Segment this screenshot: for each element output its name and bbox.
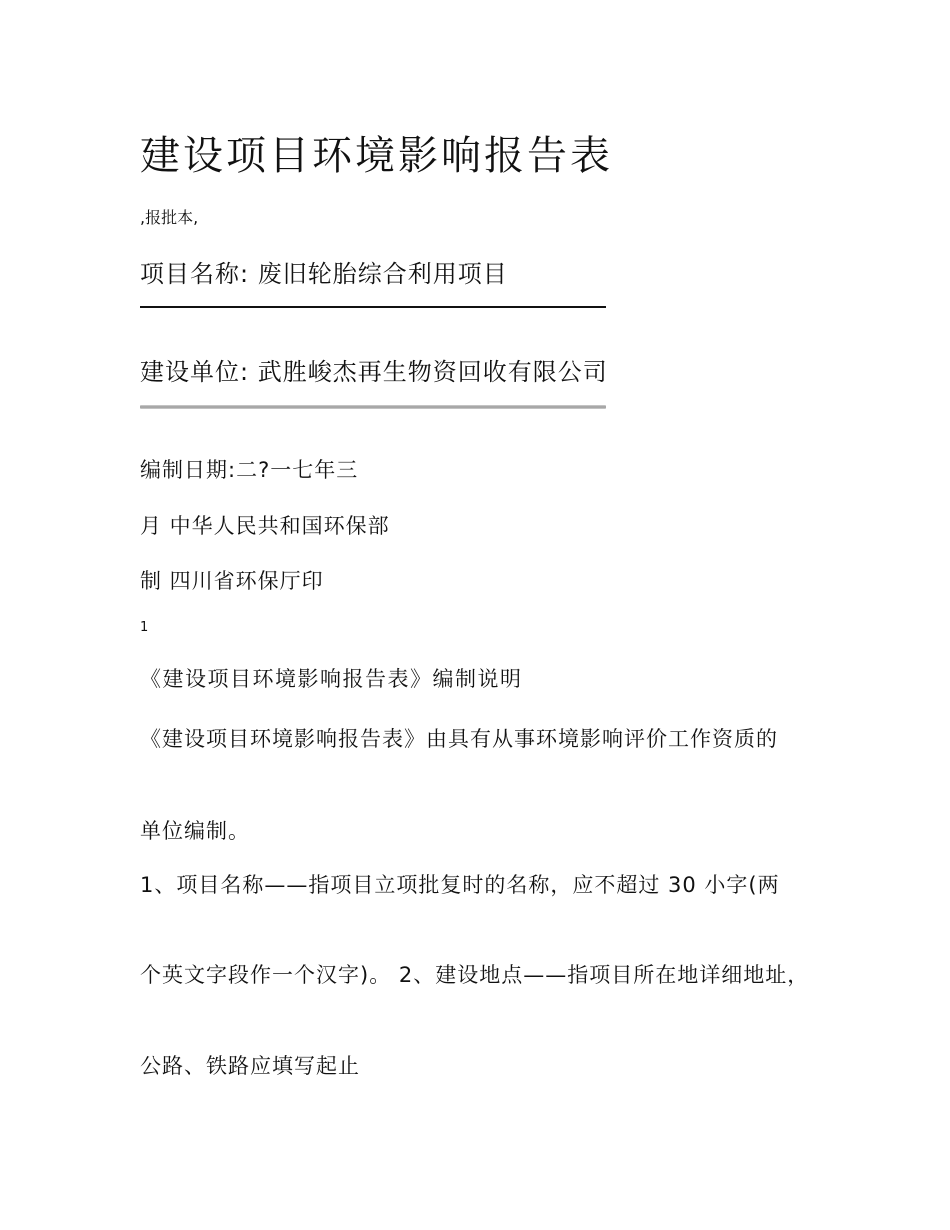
section-title: 《建设项目环境影响报告表》编制说明 [140,667,523,691]
issuer-line-2: 制 四川省环保厅印 [140,569,324,593]
project-name-underline [140,306,606,308]
paragraph-1: 《建设项目环境影响报告表》由具有从事环境影响评价工作资质的 [140,727,778,751]
compile-date-line: 编制日期:二?一七年三 [140,458,359,482]
builder-field: 建设单位: 武胜峻杰再生物资回收有限公司 [140,358,608,386]
paragraph-5: 公路、铁路应填写起止 [140,1054,360,1078]
document-subtitle: ,报批本, [140,208,199,227]
builder-underline [140,405,606,409]
paragraph-4: 个英文字段作一个汉字)。 2、建设地点——指项目所在地详细地址， [140,963,810,987]
page-number: 1 [140,620,149,635]
paragraph-2: 单位编制。 [140,819,250,843]
paragraph-3: 1、项目名称——指项目立项批复时的名称，应不超过 30 小字(两 [140,873,780,897]
document-title: 建设项目环境影响报告表 [140,133,613,179]
issuer-line-1: 月 中华人民共和国环保部 [140,514,390,538]
project-name-field: 项目名称: 废旧轮胎综合利用项目 [140,260,508,288]
